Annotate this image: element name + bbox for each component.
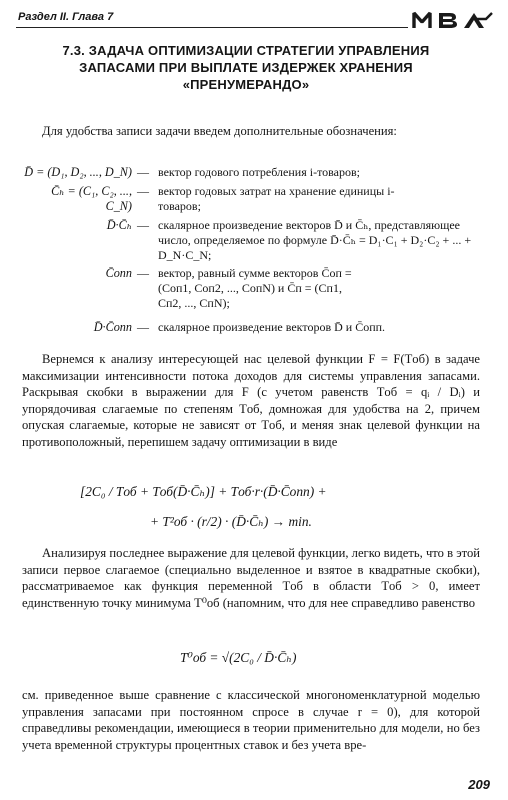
definition-dash: —: [137, 184, 149, 198]
paragraph-comparison: [22, 687, 480, 753]
definition-text: вектор годовых затрат на хранение единицы i-товаров;: [158, 184, 395, 213]
formula-optimal-period: T⁰об = √(2C₀ / D̄·C̄ₕ): [180, 650, 297, 665]
definition-dash: —: [137, 266, 149, 280]
intro-text: Для удобства записи задачи введем дополнительные обозначения:: [42, 124, 397, 138]
intro-paragraph: [22, 123, 480, 140]
paragraph-objective-text: Вернемся к анализу интересующей нас целевой функции F = F(Tоб) в задаче максимизации интенсивности потока доходов для системы управления запасами. Раскрывая скобки в выражении для F (с учетом равенств Tоб = qᵢ / Dᵢ) и упорядочивая слагаемые по степеням Tоб, домножая для удобства на 2, причем опуская слагаемые, которые не зависят от Tоб, и меняя знак целевой функции на противоположный, перепишем задачу оптимизации в виде: [22, 352, 480, 449]
page-number: 209: [468, 777, 490, 792]
definition-symbol: D̄·C̄ₕ: [106, 218, 132, 232]
definition-dash: —: [137, 320, 149, 334]
mba-logo: [412, 10, 494, 30]
formula-objective-line1: [2C₀ / Tоб + Tоб(D̄·C̄ₕ)] + Tоб·r·(D̄·C̄опп) +: [80, 484, 327, 499]
definition-symbol: C̄ₕ = (C₁, C₂, ..., C_N): [51, 184, 132, 213]
definition-symbol: D̄·C̄опп: [93, 320, 132, 334]
definition-text: вектор годового потребления i-товаров;: [158, 165, 360, 179]
definition-dash: —: [137, 218, 149, 232]
definition-dash: —: [137, 165, 149, 179]
header-rule: [16, 27, 408, 28]
running-title: Раздел II. Глава 7: [18, 11, 114, 23]
definition-text: скалярное произведение векторов D̄ и C̄ₕ, представляющее число, определяемое по формуле D̄·C̄ₕ = D₁·C₁ + D₂·C₂ + ... + D_N·C_N;: [158, 218, 472, 262]
formula-objective-line2: + T²об · (r/2) · (D̄·C̄ₕ) → min.: [150, 514, 312, 529]
paragraph-comparison-text: см. приведенное выше сравнение с классической многономенклатурной моделью управления запасами при постоянном спросе в случае r = 0), для которой справедливы рекомендации, имеющиеся в теории применительно для модели, но без учета временной структуры процентных ставок и без учета вре-: [22, 688, 480, 752]
definition-text: вектор, равный сумме векторов C̄оп = (Cоп1, Cоп2, ..., CопN) и C̄п = (Cп1, Cп2, ..., CпN);: [158, 266, 352, 310]
paragraph-analysis-text: Анализируя последнее выражение для целевой функции, легко видеть, что в этой записи первое слагаемое (специально выделенное и взятое в квадратные скобки), рассматриваемое как функция переменной Tоб в области Tоб > 0, имеет единственную точку минимума T⁰об (напомним, что для нее справедливо равенство: [22, 546, 480, 610]
definition-symbol: D̄ = (D₁, D₂, ..., D_N): [24, 165, 132, 179]
section-title: 7.3. ЗАДАЧА ОПТИМИЗАЦИИ СТРАТЕГИИ УПРАВЛЕНИЯ ЗАПАСАМИ ПРИ ВЫПЛАТЕ ИЗДЕРЖЕК ХРАНЕНИЯ «ПРЕНУМЕРАНДО»: [62, 43, 430, 92]
definition-text: скалярное произведение векторов D̄ и C̄опп.: [158, 320, 386, 334]
paragraph-objective: [22, 351, 480, 451]
paragraph-analysis: [22, 545, 480, 611]
definition-symbol: C̄опп: [105, 266, 132, 280]
